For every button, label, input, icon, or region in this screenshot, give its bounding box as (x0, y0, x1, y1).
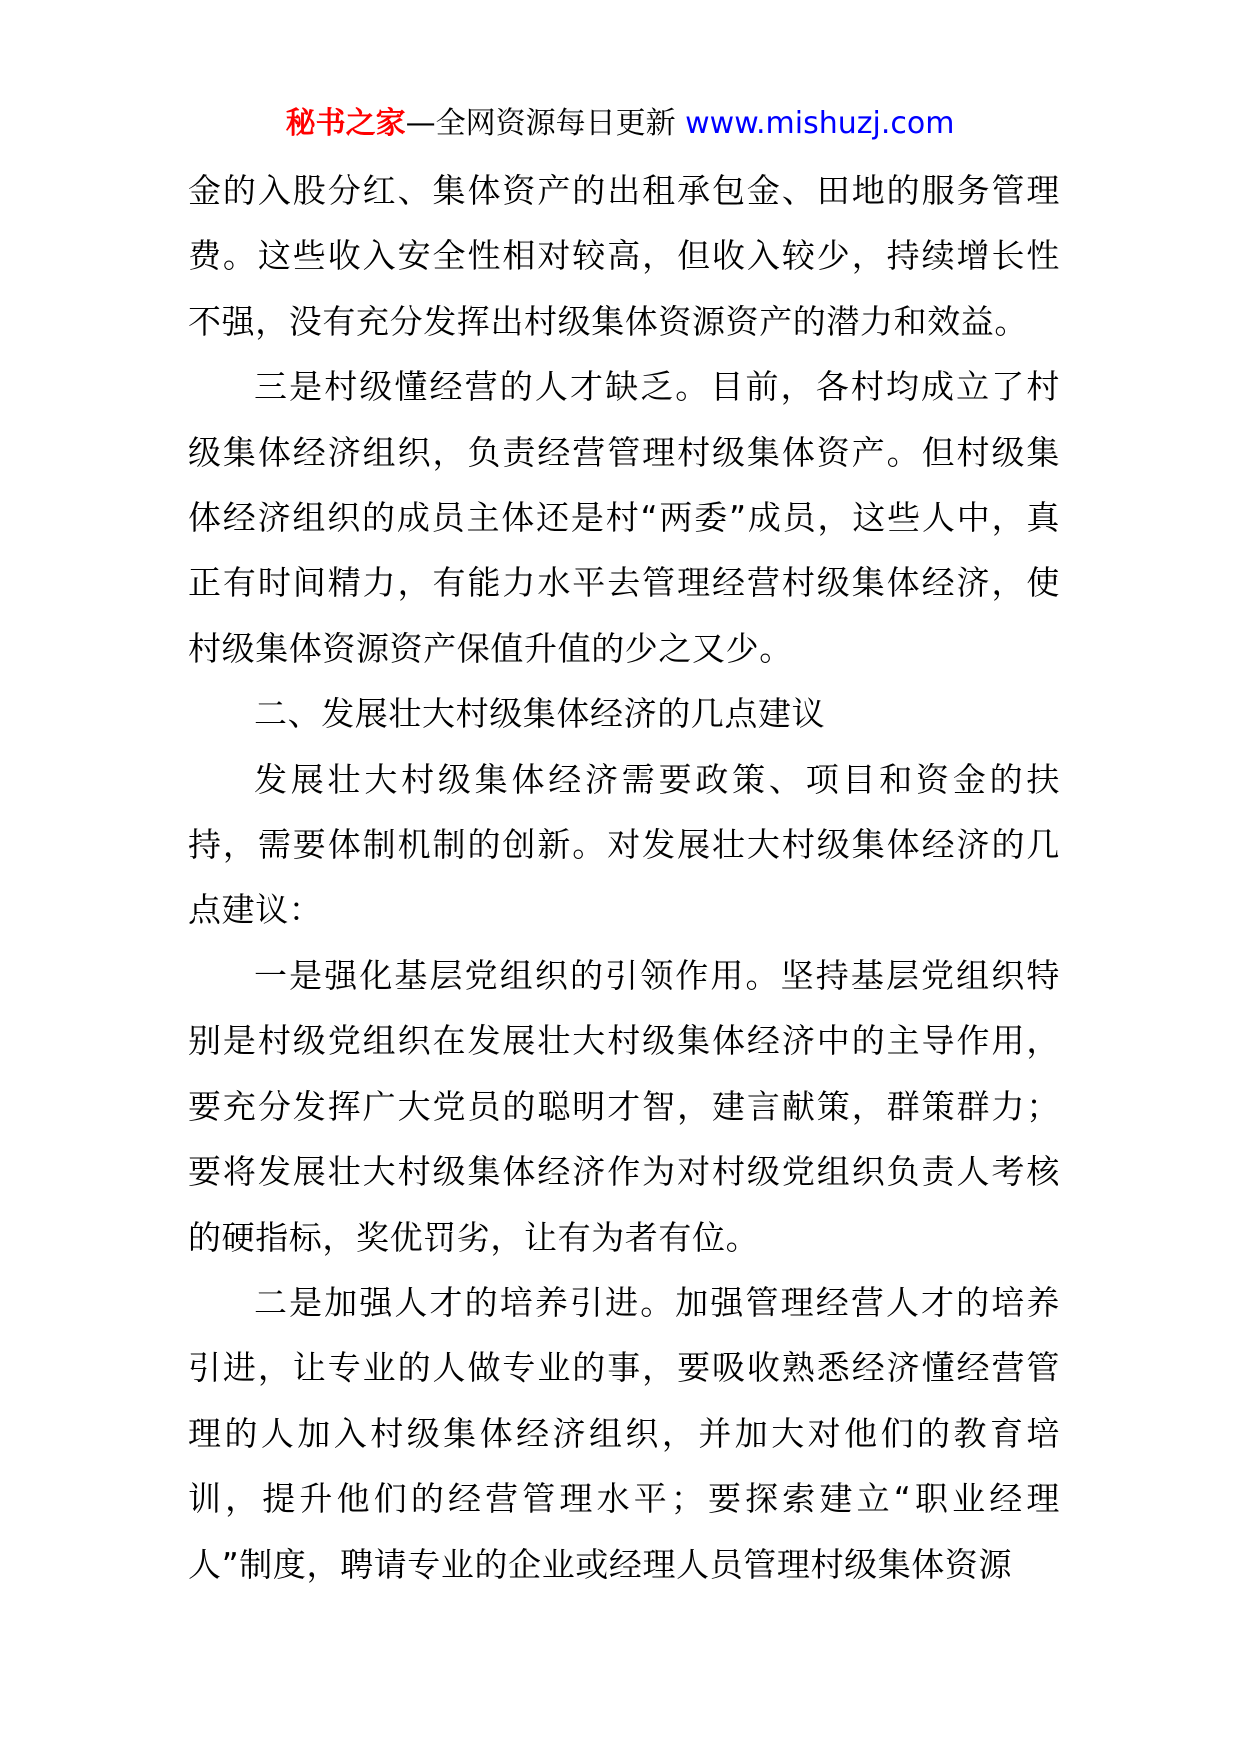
brand-name: 秘书之家 (285, 106, 406, 141)
page-header (0, 102, 1240, 146)
paragraph-suggestions-intro: 发展壮大村级集体经济需要政策、项目和资金的扶持，需要体制机制的创新。对发展壮大村级集体经济的几点建议： (188, 759, 1060, 930)
paragraph-talent-shortage: 三是村级懂经营的人才缺乏。目前，各村均成立了村级集体经济组织，负责经营管理村级集体资产。但村级集体经济组织的成员主体还是村“两委”成员，这些人中，真正有时间精力，有能力水平去管理经营村级集体经济，使村级集体资源资产保值升值的少之又少。 (188, 367, 1060, 668)
section-heading-suggestions: 二、发展壮大村级集体经济的几点建议 (254, 694, 826, 734)
paragraph-talent-cultivation: 二是加强人才的培养引进。加强管理经营人才的培养引进，让专业的人做专业的事，要吸收熟悉经济懂经营管理的人加入村级集体经济组织，并加大对他们的教育培训，提升他们的经营管理水平；要探索建立“职业经理人”制度，聘请专业的企业或经理人员管理村级集体资源 (188, 1282, 1060, 1584)
paragraph-continuation: 金的入股分红、集体资产的出租承包金、田地的服务管理费。这些收入安全性相对较高，但收入较少，持续增长性不强，没有充分发挥出村级集体资源资产的潜力和效益。 (188, 171, 1060, 341)
document-body (188, 158, 1060, 1597)
header-tagline: —全网资源每日更新 (405, 106, 676, 141)
paragraph-party-leadership: 一是强化基层党组织的引领作用。坚持基层党组织特别是村级党组织在发展壮大村级集体经济中的主导作用，要充分发挥广大党员的聪明才智，建言献策，群策群力；要将发展壮大村级集体经济作为对村级党组织负责人考核的硬指标，奖优罚劣，让有为者有位。 (188, 955, 1060, 1257)
site-url-link[interactable]: www.mishuzj.com (685, 106, 955, 141)
